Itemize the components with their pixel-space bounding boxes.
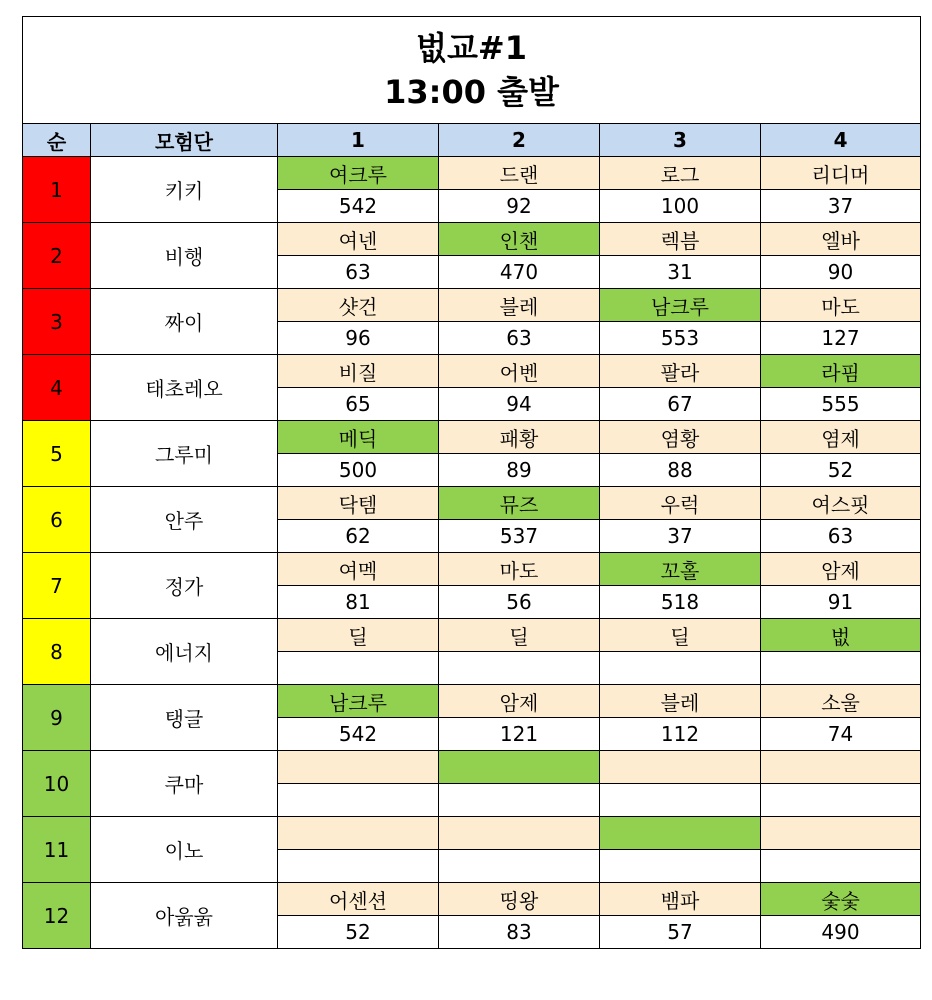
table-row xyxy=(23,751,921,784)
header-slot-4: 4 xyxy=(761,124,921,157)
job-cell-slot-4: 벖 xyxy=(761,619,921,652)
score-cell-slot-4 xyxy=(761,850,921,883)
job-cell-slot-2: 딜 xyxy=(439,619,600,652)
team-name-cell: 안주 xyxy=(91,487,278,553)
job-cell-slot-4 xyxy=(761,751,921,784)
score-cell-slot-3 xyxy=(600,784,761,817)
rank-cell: 10 xyxy=(23,751,91,817)
score-cell-slot-4: 555 xyxy=(761,388,921,421)
header-row xyxy=(23,124,921,157)
table-row xyxy=(23,157,921,190)
sheet-title xyxy=(23,17,921,124)
header-rank: 순 xyxy=(23,124,91,157)
table-row xyxy=(23,817,921,850)
job-cell-slot-3: 뱀파 xyxy=(600,883,761,916)
score-cell-slot-3: 31 xyxy=(600,256,761,289)
job-cell-slot-1: 남크루 xyxy=(278,685,439,718)
score-cell-slot-2: 537 xyxy=(439,520,600,553)
score-cell-slot-2: 89 xyxy=(439,454,600,487)
header-slot-2: 2 xyxy=(439,124,600,157)
job-cell-slot-1: 메딕 xyxy=(278,421,439,454)
job-cell-slot-3 xyxy=(600,751,761,784)
rank-cell: 7 xyxy=(23,553,91,619)
table-row xyxy=(23,553,921,586)
table-row xyxy=(23,883,921,916)
score-cell-slot-2: 470 xyxy=(439,256,600,289)
team-name-cell: 짜이 xyxy=(91,289,278,355)
job-cell-slot-3: 딜 xyxy=(600,619,761,652)
job-cell-slot-1 xyxy=(278,751,439,784)
score-cell-slot-4: 63 xyxy=(761,520,921,553)
table-row xyxy=(23,619,921,652)
job-cell-slot-2: 띵왕 xyxy=(439,883,600,916)
score-cell-slot-1 xyxy=(278,784,439,817)
rank-cell: 11 xyxy=(23,817,91,883)
score-cell-slot-1 xyxy=(278,850,439,883)
score-cell-slot-1: 81 xyxy=(278,586,439,619)
score-cell-slot-3 xyxy=(600,850,761,883)
score-cell-slot-3: 553 xyxy=(600,322,761,355)
score-cell-slot-2: 92 xyxy=(439,190,600,223)
job-cell-slot-4: 마도 xyxy=(761,289,921,322)
job-cell-slot-4: 소울 xyxy=(761,685,921,718)
score-cell-slot-4: 490 xyxy=(761,916,921,949)
job-cell-slot-2: 어벤 xyxy=(439,355,600,388)
table-row xyxy=(23,487,921,520)
job-cell-slot-2: 패황 xyxy=(439,421,600,454)
job-cell-slot-2: 인챈 xyxy=(439,223,600,256)
score-cell-slot-4 xyxy=(761,652,921,685)
score-cell-slot-2: 63 xyxy=(439,322,600,355)
score-cell-slot-1: 65 xyxy=(278,388,439,421)
rank-cell: 1 xyxy=(23,157,91,223)
header-team: 모험단 xyxy=(91,124,278,157)
job-cell-slot-4: 숯숯 xyxy=(761,883,921,916)
rank-cell: 5 xyxy=(23,421,91,487)
job-cell-slot-4: 염제 xyxy=(761,421,921,454)
table-row xyxy=(23,289,921,322)
job-cell-slot-3: 팔라 xyxy=(600,355,761,388)
rank-cell: 3 xyxy=(23,289,91,355)
score-cell-slot-4 xyxy=(761,784,921,817)
score-cell-slot-2: 56 xyxy=(439,586,600,619)
job-cell-slot-3: 로그 xyxy=(600,157,761,190)
job-cell-slot-2: 암제 xyxy=(439,685,600,718)
score-cell-slot-3: 112 xyxy=(600,718,761,751)
score-cell-slot-3: 518 xyxy=(600,586,761,619)
job-cell-slot-2 xyxy=(439,817,600,850)
job-cell-slot-4: 암제 xyxy=(761,553,921,586)
job-cell-slot-4: 라핌 xyxy=(761,355,921,388)
team-name-cell: 탱글 xyxy=(91,685,278,751)
team-name-cell: 쿠마 xyxy=(91,751,278,817)
rank-cell: 12 xyxy=(23,883,91,949)
title-line-2: 13:00 출발 xyxy=(384,73,559,111)
job-cell-slot-1: 여넨 xyxy=(278,223,439,256)
job-cell-slot-1: 딜 xyxy=(278,619,439,652)
score-cell-slot-4: 91 xyxy=(761,586,921,619)
score-cell-slot-1: 62 xyxy=(278,520,439,553)
score-cell-slot-4: 52 xyxy=(761,454,921,487)
score-cell-slot-1: 52 xyxy=(278,916,439,949)
rank-cell: 4 xyxy=(23,355,91,421)
score-cell-slot-2: 83 xyxy=(439,916,600,949)
score-cell-slot-3: 37 xyxy=(600,520,761,553)
job-cell-slot-4: 리디머 xyxy=(761,157,921,190)
job-cell-slot-3: 우럭 xyxy=(600,487,761,520)
job-cell-slot-1: 어센션 xyxy=(278,883,439,916)
score-cell-slot-4: 74 xyxy=(761,718,921,751)
score-cell-slot-2 xyxy=(439,850,600,883)
job-cell-slot-3 xyxy=(600,817,761,850)
score-cell-slot-3: 67 xyxy=(600,388,761,421)
score-cell-slot-1: 500 xyxy=(278,454,439,487)
header-slot-3: 3 xyxy=(600,124,761,157)
table-row xyxy=(23,685,921,718)
job-cell-slot-1: 비질 xyxy=(278,355,439,388)
score-cell-slot-2 xyxy=(439,784,600,817)
header-slot-1: 1 xyxy=(278,124,439,157)
raid-schedule-table xyxy=(22,16,921,949)
score-cell-slot-4: 37 xyxy=(761,190,921,223)
job-cell-slot-1: 샷건 xyxy=(278,289,439,322)
job-cell-slot-1: 여멕 xyxy=(278,553,439,586)
job-cell-slot-2: 블레 xyxy=(439,289,600,322)
team-name-cell: 키키 xyxy=(91,157,278,223)
team-name-cell: 아욹욹 xyxy=(91,883,278,949)
job-cell-slot-1: 여크루 xyxy=(278,157,439,190)
score-cell-slot-2: 94 xyxy=(439,388,600,421)
job-cell-slot-2: 마도 xyxy=(439,553,600,586)
rank-cell: 8 xyxy=(23,619,91,685)
score-cell-slot-1 xyxy=(278,652,439,685)
score-cell-slot-1: 542 xyxy=(278,190,439,223)
team-name-cell: 태초레오 xyxy=(91,355,278,421)
job-cell-slot-3: 염황 xyxy=(600,421,761,454)
table-row xyxy=(23,421,921,454)
rank-cell: 9 xyxy=(23,685,91,751)
team-name-cell: 에너지 xyxy=(91,619,278,685)
title-line-1: 벖교#1 xyxy=(416,29,527,67)
score-cell-slot-3: 57 xyxy=(600,916,761,949)
job-cell-slot-3: 남크루 xyxy=(600,289,761,322)
score-cell-slot-4: 90 xyxy=(761,256,921,289)
score-cell-slot-2 xyxy=(439,652,600,685)
rank-cell: 2 xyxy=(23,223,91,289)
team-name-cell: 그루미 xyxy=(91,421,278,487)
job-cell-slot-2: 드랜 xyxy=(439,157,600,190)
rank-cell: 6 xyxy=(23,487,91,553)
team-name-cell: 비행 xyxy=(91,223,278,289)
job-cell-slot-4: 엘바 xyxy=(761,223,921,256)
team-name-cell: 정가 xyxy=(91,553,278,619)
job-cell-slot-3: 블레 xyxy=(600,685,761,718)
score-cell-slot-3: 100 xyxy=(600,190,761,223)
job-cell-slot-1: 닥템 xyxy=(278,487,439,520)
job-cell-slot-3: 렉븜 xyxy=(600,223,761,256)
score-cell-slot-3 xyxy=(600,652,761,685)
table-row xyxy=(23,223,921,256)
team-name-cell: 이노 xyxy=(91,817,278,883)
score-cell-slot-2: 121 xyxy=(439,718,600,751)
job-cell-slot-4: 여스핏 xyxy=(761,487,921,520)
job-cell-slot-1 xyxy=(278,817,439,850)
job-cell-slot-4 xyxy=(761,817,921,850)
table-row xyxy=(23,355,921,388)
score-cell-slot-1: 542 xyxy=(278,718,439,751)
job-cell-slot-2: 뮤즈 xyxy=(439,487,600,520)
job-cell-slot-2 xyxy=(439,751,600,784)
score-cell-slot-4: 127 xyxy=(761,322,921,355)
score-cell-slot-1: 63 xyxy=(278,256,439,289)
score-cell-slot-1: 96 xyxy=(278,322,439,355)
job-cell-slot-3: 꼬홀 xyxy=(600,553,761,586)
score-cell-slot-3: 88 xyxy=(600,454,761,487)
